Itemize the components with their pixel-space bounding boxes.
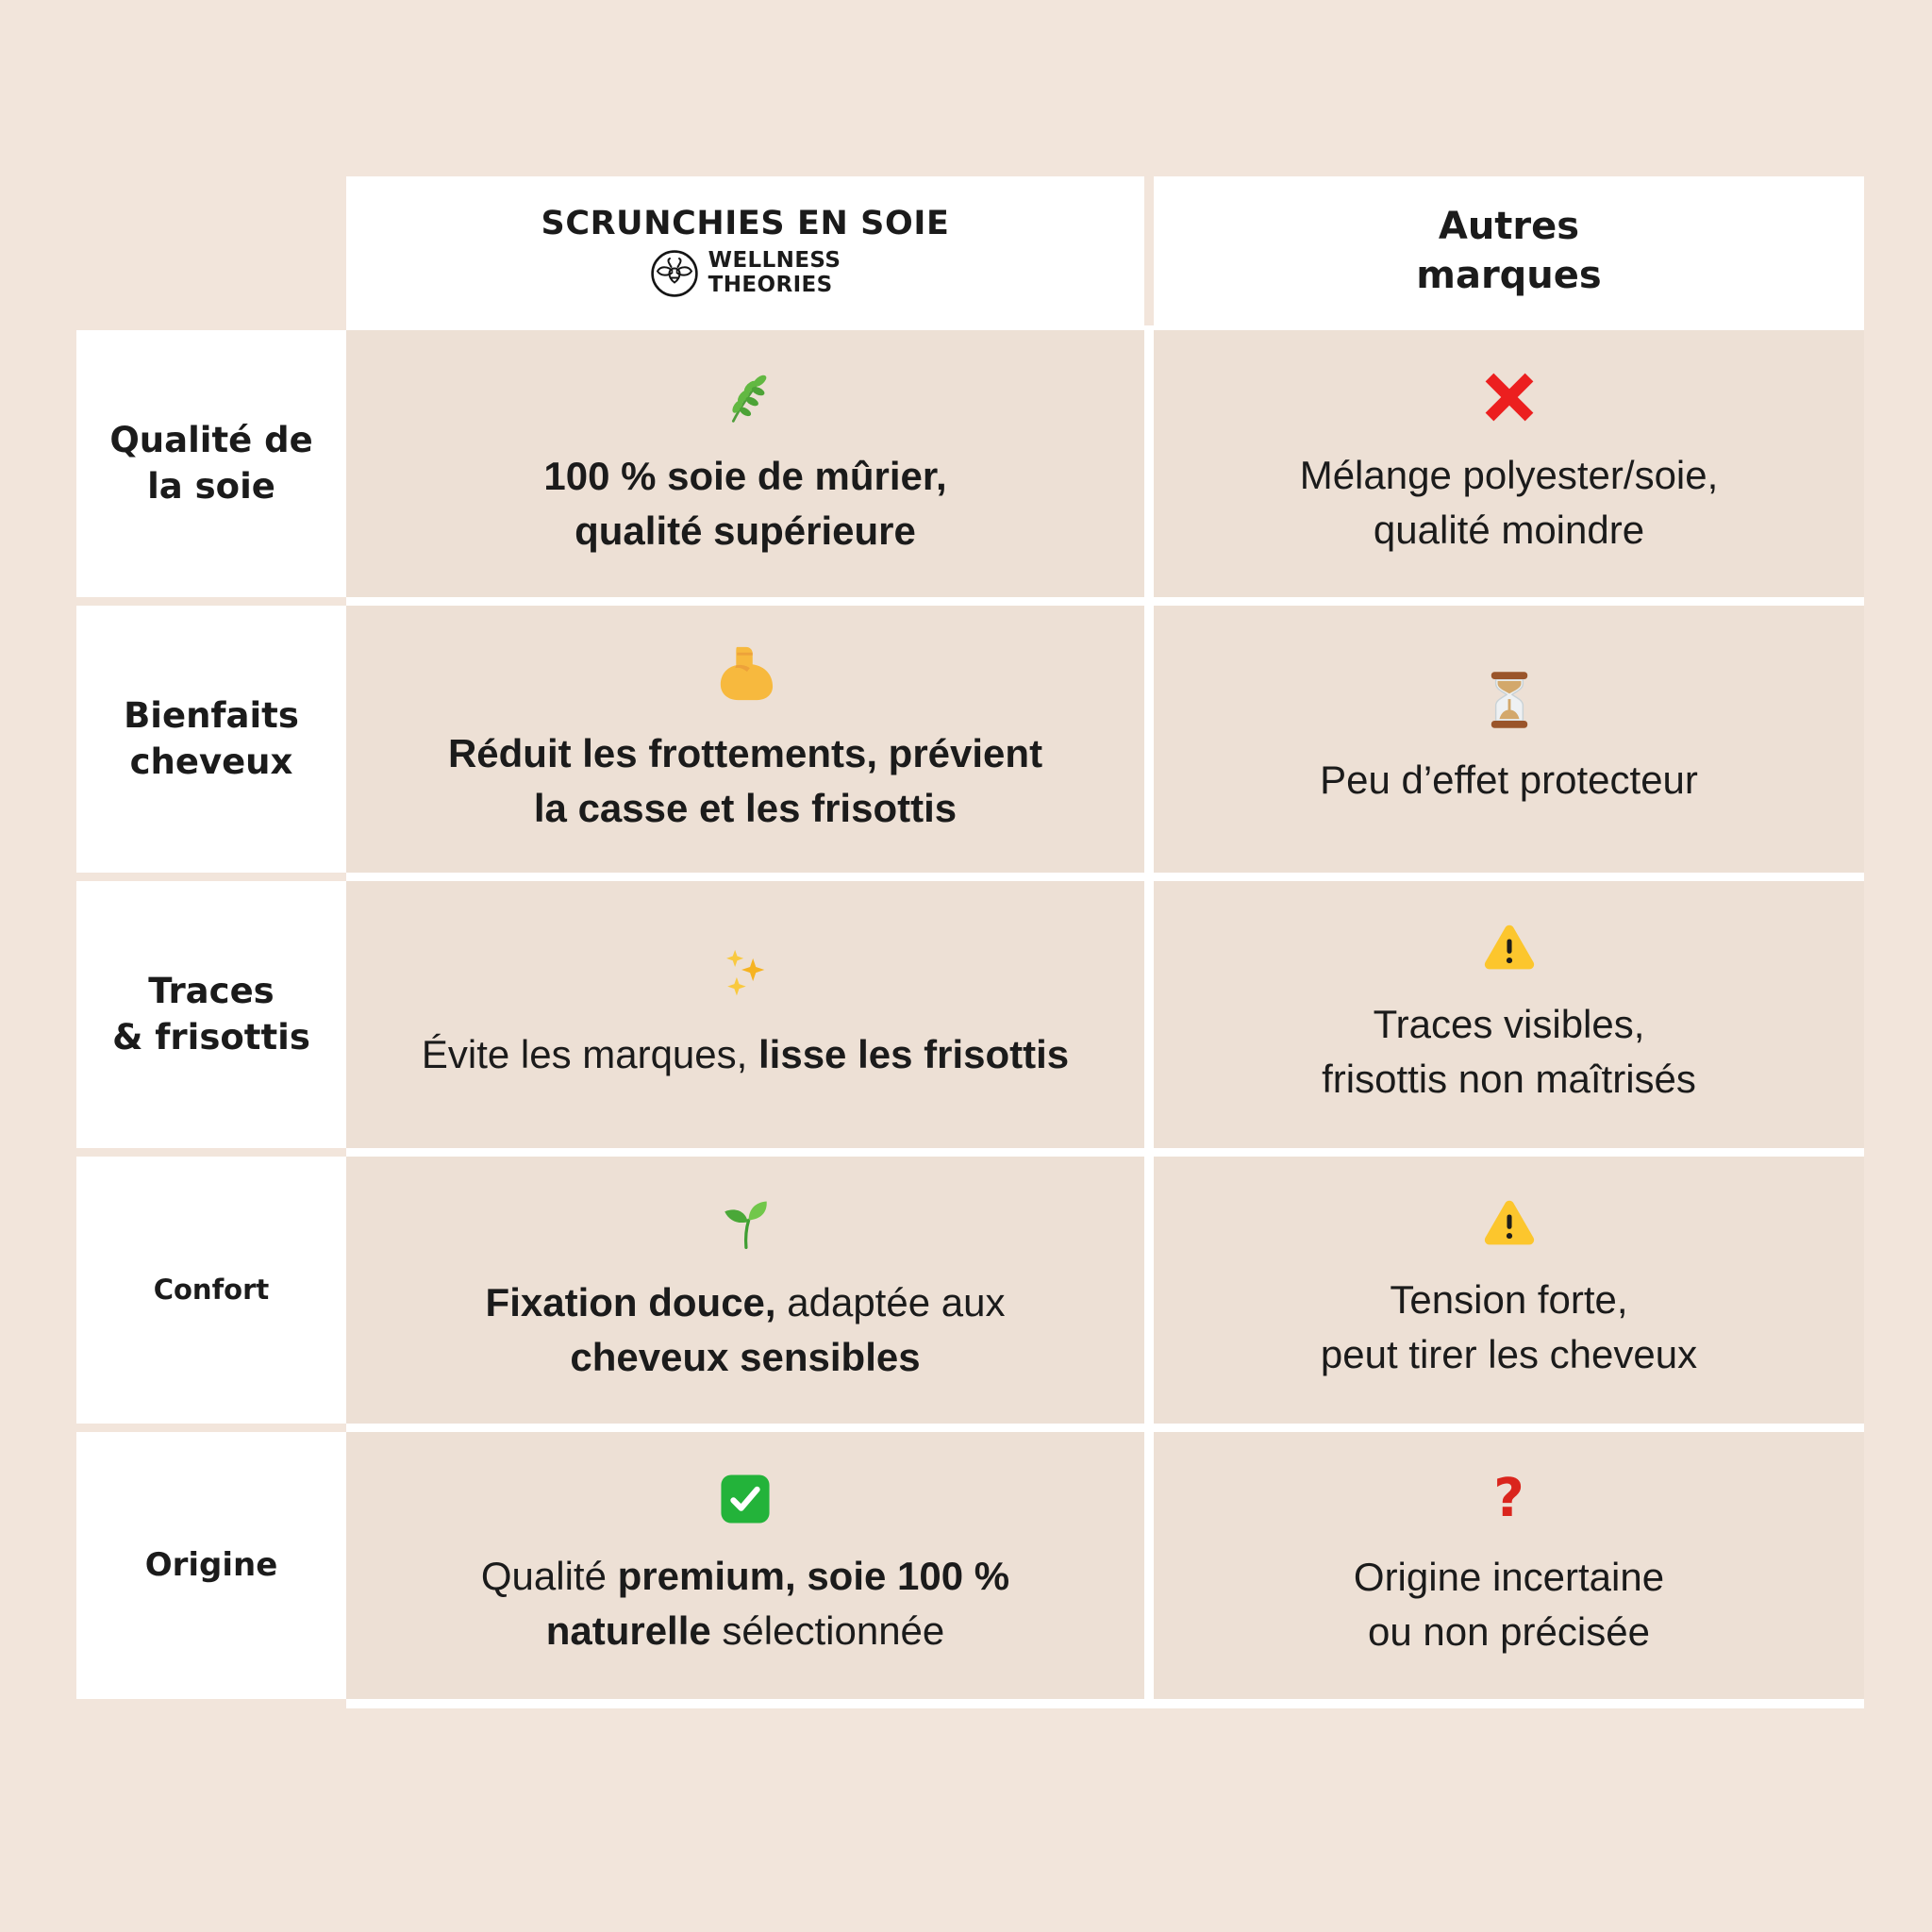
warning-icon [1482, 1198, 1537, 1248]
flexed-biceps-icon [716, 643, 774, 702]
cell-text: Mélange polyester/soie, qualité moindre [1299, 452, 1719, 552]
brand-logo-wordmark [708, 249, 841, 297]
cross-mark-icon [1483, 371, 1536, 424]
other-cell-bienfaits [1154, 606, 1864, 873]
header-other-cell [1154, 176, 1864, 325]
row-label-text: Qualité de la soie [109, 419, 313, 507]
brand-cell-traces [346, 881, 1144, 1148]
row-label-qualite-de-la-soie [76, 330, 346, 597]
bee-logo-icon [650, 249, 699, 298]
cell-text: Tension forte, peut tirer les cheveux [1320, 1277, 1698, 1376]
sparkles-icon [718, 948, 773, 1003]
brand-cell-qualite [346, 330, 1144, 597]
cell-text: Fixation douce, adaptée aux cheveux sensibles [485, 1279, 1006, 1379]
seedling-icon [718, 1196, 773, 1251]
row-label-text: Confort [153, 1274, 270, 1307]
row-label-text: Bienfaits cheveux [124, 694, 299, 782]
cell-text: Traces visibles, frisottis non maîtrisés [1322, 1002, 1696, 1101]
brand-cell-bienfaits [346, 606, 1144, 873]
check-mark-icon [720, 1474, 771, 1524]
row-label-origine [76, 1432, 346, 1699]
cell-text: 100 % soie de mûrier, qualité supérieure [543, 453, 947, 553]
hourglass-icon [1488, 672, 1531, 728]
cell-text: Évite les marques, lisse les frisottis [421, 1031, 1070, 1076]
warning-icon [1482, 923, 1537, 973]
brand-column-title: SCRUNCHIES EN SOIE [541, 204, 950, 242]
row-label-bienfaits-cheveux [76, 606, 346, 873]
other-cell-qualite [1154, 330, 1864, 597]
brand-logo [650, 249, 841, 298]
row-label-text: Origine [144, 1546, 278, 1585]
brand-logo-line2: THEORIES [708, 272, 833, 297]
cell-text: Peu d’effet protecteur [1320, 757, 1698, 802]
other-cell-confort [1154, 1157, 1864, 1424]
other-cell-origine [1154, 1432, 1864, 1699]
row-label-confort [76, 1157, 346, 1424]
header-brand-cell [346, 176, 1144, 325]
other-column-title: Autres marques [1416, 205, 1602, 297]
row-label-text: Traces & frisottis [112, 970, 310, 1058]
brand-logo-line1: WELLNESS [708, 248, 841, 274]
cell-text: Origine incertaine ou non précisée [1353, 1554, 1665, 1654]
brand-cell-confort [346, 1157, 1144, 1424]
red-question-icon: ? [1493, 1467, 1524, 1529]
herb-icon [718, 370, 773, 425]
brand-cell-origine [346, 1432, 1144, 1699]
other-cell-traces [1154, 881, 1864, 1148]
row-label-traces-frisottis [76, 881, 346, 1148]
cell-text: Qualité premium, soie 100 % naturelle sélectionnée [480, 1553, 1010, 1653]
cell-text: Réduit les frottements, prévient la casse et les frisottis [447, 730, 1043, 830]
